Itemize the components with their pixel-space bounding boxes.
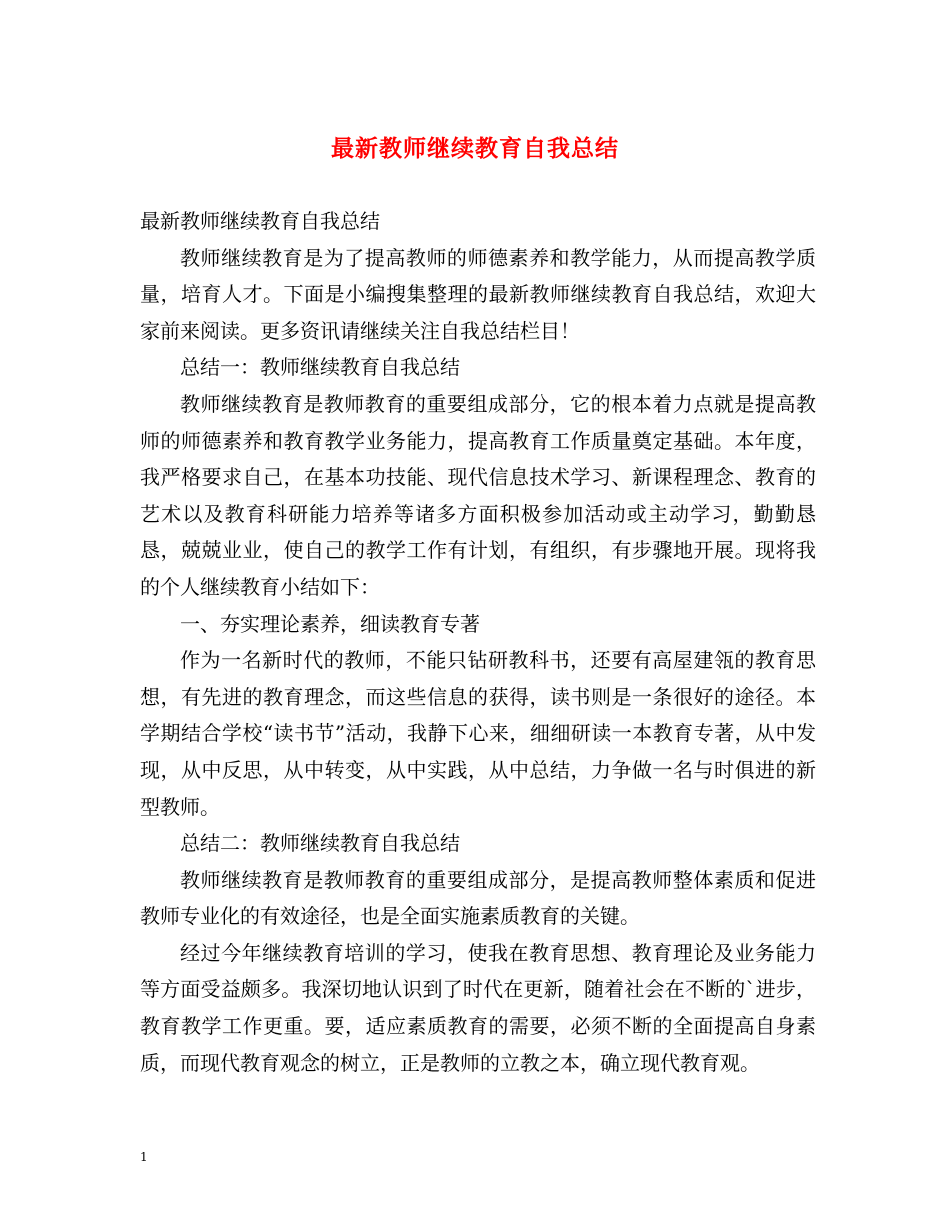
document-title: 最新教师继续教育自我总结 [331,135,619,162]
paragraph-summary-two: 教师继续教育是教师教育的重要组成部分，是提高教师整体素质和促进教师专业化的有效途径，也是全面实施素质教育的关键。 [140,867,816,929]
paragraph-heading: 最新教师继续教育自我总结 [140,209,380,233]
subsection-heading-one: 一、夯实理论素养，细读教育专著 [180,611,480,636]
section-heading-summary-one: 总结一：教师继续教育自我总结 [180,355,460,380]
paragraph-intro: 教师继续教育是为了提高教师的师德素养和教学能力，从而提高教学质量，培育人才。下面是小编搜集整理的最新教师继续教育自我总结，欢迎大家前来阅读。更多资讯请继续关注自我总结栏目！ [140,245,816,343]
paragraph-summary-two-continued: 经过今年继续教育培训的学习，使我在教育思想、教育理论及业务能力等方面受益颇多。我深切地认识到了时代在更新，随着社会在不断的`进步，教育教学工作更重。要，适应素质教育的需要，必须不断的全面提高自身素质，而现代教育观念的树立，正是教师的立教之本，确立现代教育观。 [140,940,816,1075]
page-number: 1 [140,1150,148,1164]
paragraph-subsection-one: 作为一名新时代的教师，不能只钻研教科书，还要有高屋建瓴的教育思想，有先进的教育理念，而这些信息的获得，读书则是一条很好的途径。本学期结合学校“读书节”活动，我静下心来，细细研读一本教育专著，从中发现，从中反思，从中转变，从中实践，从中总结，力争做一名与时俱进的新型教师。 [140,648,816,819]
paragraph-summary-one: 教师继续教育是教师教育的重要组成部分，它的根本着力点就是提高教师的师德素养和教育教学业务能力，提高教育工作质量奠定基础。本年度，我严格要求自己，在基本功技能、现代信息技术学习、新课程理念、教育的艺术以及教育科研能力培养等诸多方面积极参加活动或主动学习，勤勤恳恳，兢兢业业，使自己的教学工作有计划，有组织，有步骤地开展。现将我的个人继续教育小结如下： [140,391,816,599]
document-body [140,203,816,1081]
section-heading-summary-two: 总结二：教师继续教育自我总结 [180,831,460,856]
